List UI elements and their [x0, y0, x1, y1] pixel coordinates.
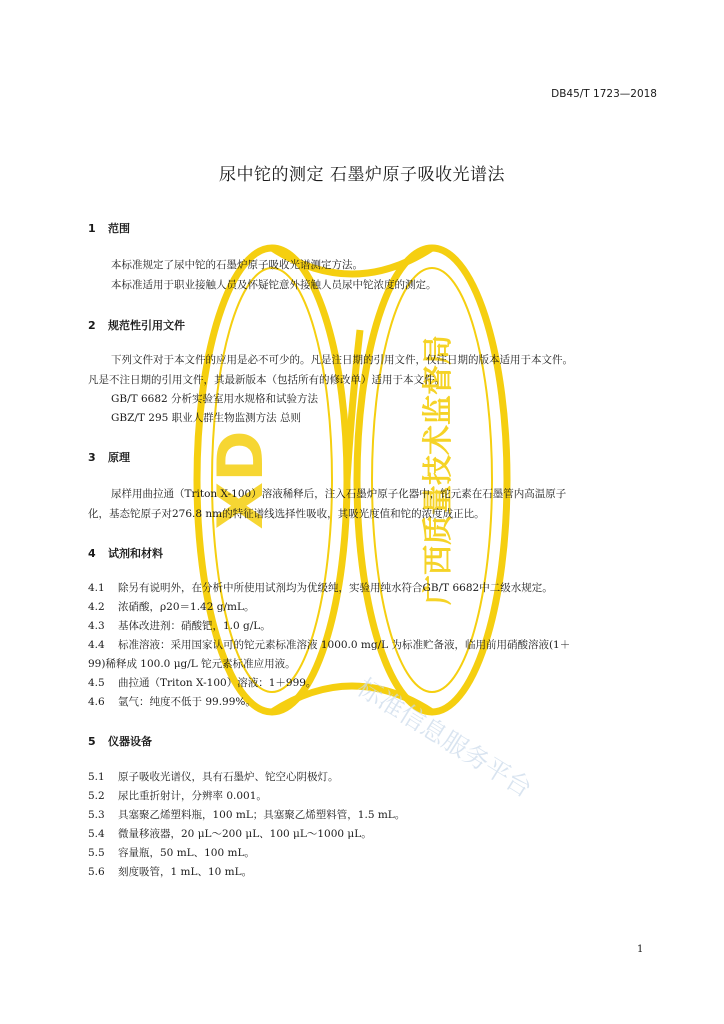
item-number: 4.6 [88, 696, 105, 708]
reagent-item-continued [88, 656, 296, 671]
section-number: 3 [88, 451, 96, 464]
item-number: 5.2 [88, 790, 105, 802]
item-text: 基体改进剂：硝酸钯，1.0 g/L。 [118, 620, 271, 632]
item-number: 5.3 [88, 809, 105, 821]
item-number: 5.1 [88, 771, 105, 783]
equipment-item [88, 845, 255, 860]
item-text: 除另有说明外，在分析中所使用试剂均为优级纯，实验用纯水符合GB/T 6682中二级水规定。 [118, 582, 553, 594]
equipment-item [88, 864, 252, 879]
item-number: 4.1 [88, 582, 105, 594]
item-text: 微量移液器，20 μL～200 μL、100 μL～1000 μL。 [118, 828, 372, 840]
principle-line: 尿样用曲拉通（Triton X-100）溶液稀释后，注入石墨炉原子化器中，铊元素在石墨管内高温原子 [111, 488, 567, 500]
section-title: 规范性引用文件 [108, 319, 185, 332]
section-5-heading [88, 733, 152, 749]
principle-line: 化，基态铊原子对276.8 nm的特征谱线选择性吸收，其吸光度值和铊的浓度成正比。 [88, 508, 485, 520]
item-text: 原子吸收光谱仪，具有石墨炉、铊空心阴极灯。 [118, 771, 339, 783]
item-number: 5.6 [88, 866, 105, 878]
reagent-item [88, 618, 271, 633]
item-text: 刻度吸管，1 mL、10 mL。 [118, 866, 253, 878]
reagent-item [88, 637, 570, 652]
watermark-bottom-text: 标准信息服务平台 [352, 672, 537, 804]
item-number: 5.5 [88, 847, 105, 859]
page-number: 1 [637, 944, 644, 955]
refs-intro-line: 下列文件对于本文件的应用是必不可少的。凡是注日期的引用文件，仅注日期的版本适用于本文件。 [111, 354, 573, 366]
item-text: 曲拉通（Triton X-100）溶液：1＋999。 [118, 677, 317, 689]
item-number: 4.5 [88, 677, 105, 689]
doc-code: DB45/T 1723—2018 [551, 88, 657, 100]
section-number: 1 [88, 222, 96, 235]
section-1-heading [88, 220, 130, 236]
equipment-item [88, 788, 267, 803]
reagent-item [88, 675, 316, 690]
item-text: 氩气：纯度不低于 99.99%。 [118, 696, 256, 708]
item-text: 尿比重折射计，分辨率 0.001。 [118, 790, 267, 802]
refs-intro-line: 凡是不注日期的引用文件，其最新版本（包括所有的修改单）适用于本文件。 [88, 374, 445, 386]
watermark-left-text: XD [204, 430, 277, 530]
page-title: 尿中铊的测定 石墨炉原子吸收光谱法 [219, 165, 505, 185]
reagent-item [88, 694, 256, 709]
item-text: 标准溶液：采用国家认可的铊元素标准溶液 1000.0 mg/L 为标准贮备液，临用前用硝酸溶液(1＋ [118, 639, 571, 651]
item-number: 5.4 [88, 828, 105, 840]
section-title: 仪器设备 [108, 735, 152, 748]
equipment-item [88, 807, 405, 822]
section-number: 5 [88, 735, 96, 748]
section-number: 2 [88, 319, 96, 332]
section-3-heading [88, 449, 130, 465]
section-title: 试剂和材料 [108, 547, 163, 560]
reagent-item [88, 580, 553, 595]
reference-item: GB/T 6682 分析实验室用水规格和试验方法 [111, 393, 319, 405]
section-title: 原理 [108, 451, 130, 464]
scope-paragraph: 本标准适用于职业接触人员及怀疑铊意外接触人员尿中铊浓度的测定。 [111, 279, 437, 291]
section-number: 4 [88, 547, 96, 560]
item-number: 4.4 [88, 639, 105, 651]
item-number: 4.3 [88, 620, 105, 632]
equipment-item [88, 769, 339, 784]
reagent-item [88, 599, 254, 614]
section-2-heading [88, 317, 185, 333]
watermark-right-text: 广西质量技术监督局 [421, 335, 456, 605]
section-title: 范围 [108, 222, 130, 235]
equipment-item [88, 826, 372, 841]
scope-paragraph: 本标准规定了尿中铊的石墨炉原子吸收光谱测定方法。 [111, 259, 363, 271]
item-text: 浓硝酸，ρ20＝1.42 g/mL。 [118, 601, 255, 613]
item-text: 具塞聚乙烯塑料瓶，100 mL；具塞聚乙烯塑料管，1.5 mL。 [118, 809, 406, 821]
item-text: 容量瓶，50 mL、100 mL。 [118, 847, 255, 859]
section-4-heading [88, 545, 163, 561]
item-number: 4.2 [88, 601, 105, 613]
reference-item: GBZ/T 295 职业人群生物监测方法 总则 [111, 412, 301, 424]
item-text: 99)稀释成 100.0 μg/L 铊元素标准应用液。 [88, 658, 296, 670]
